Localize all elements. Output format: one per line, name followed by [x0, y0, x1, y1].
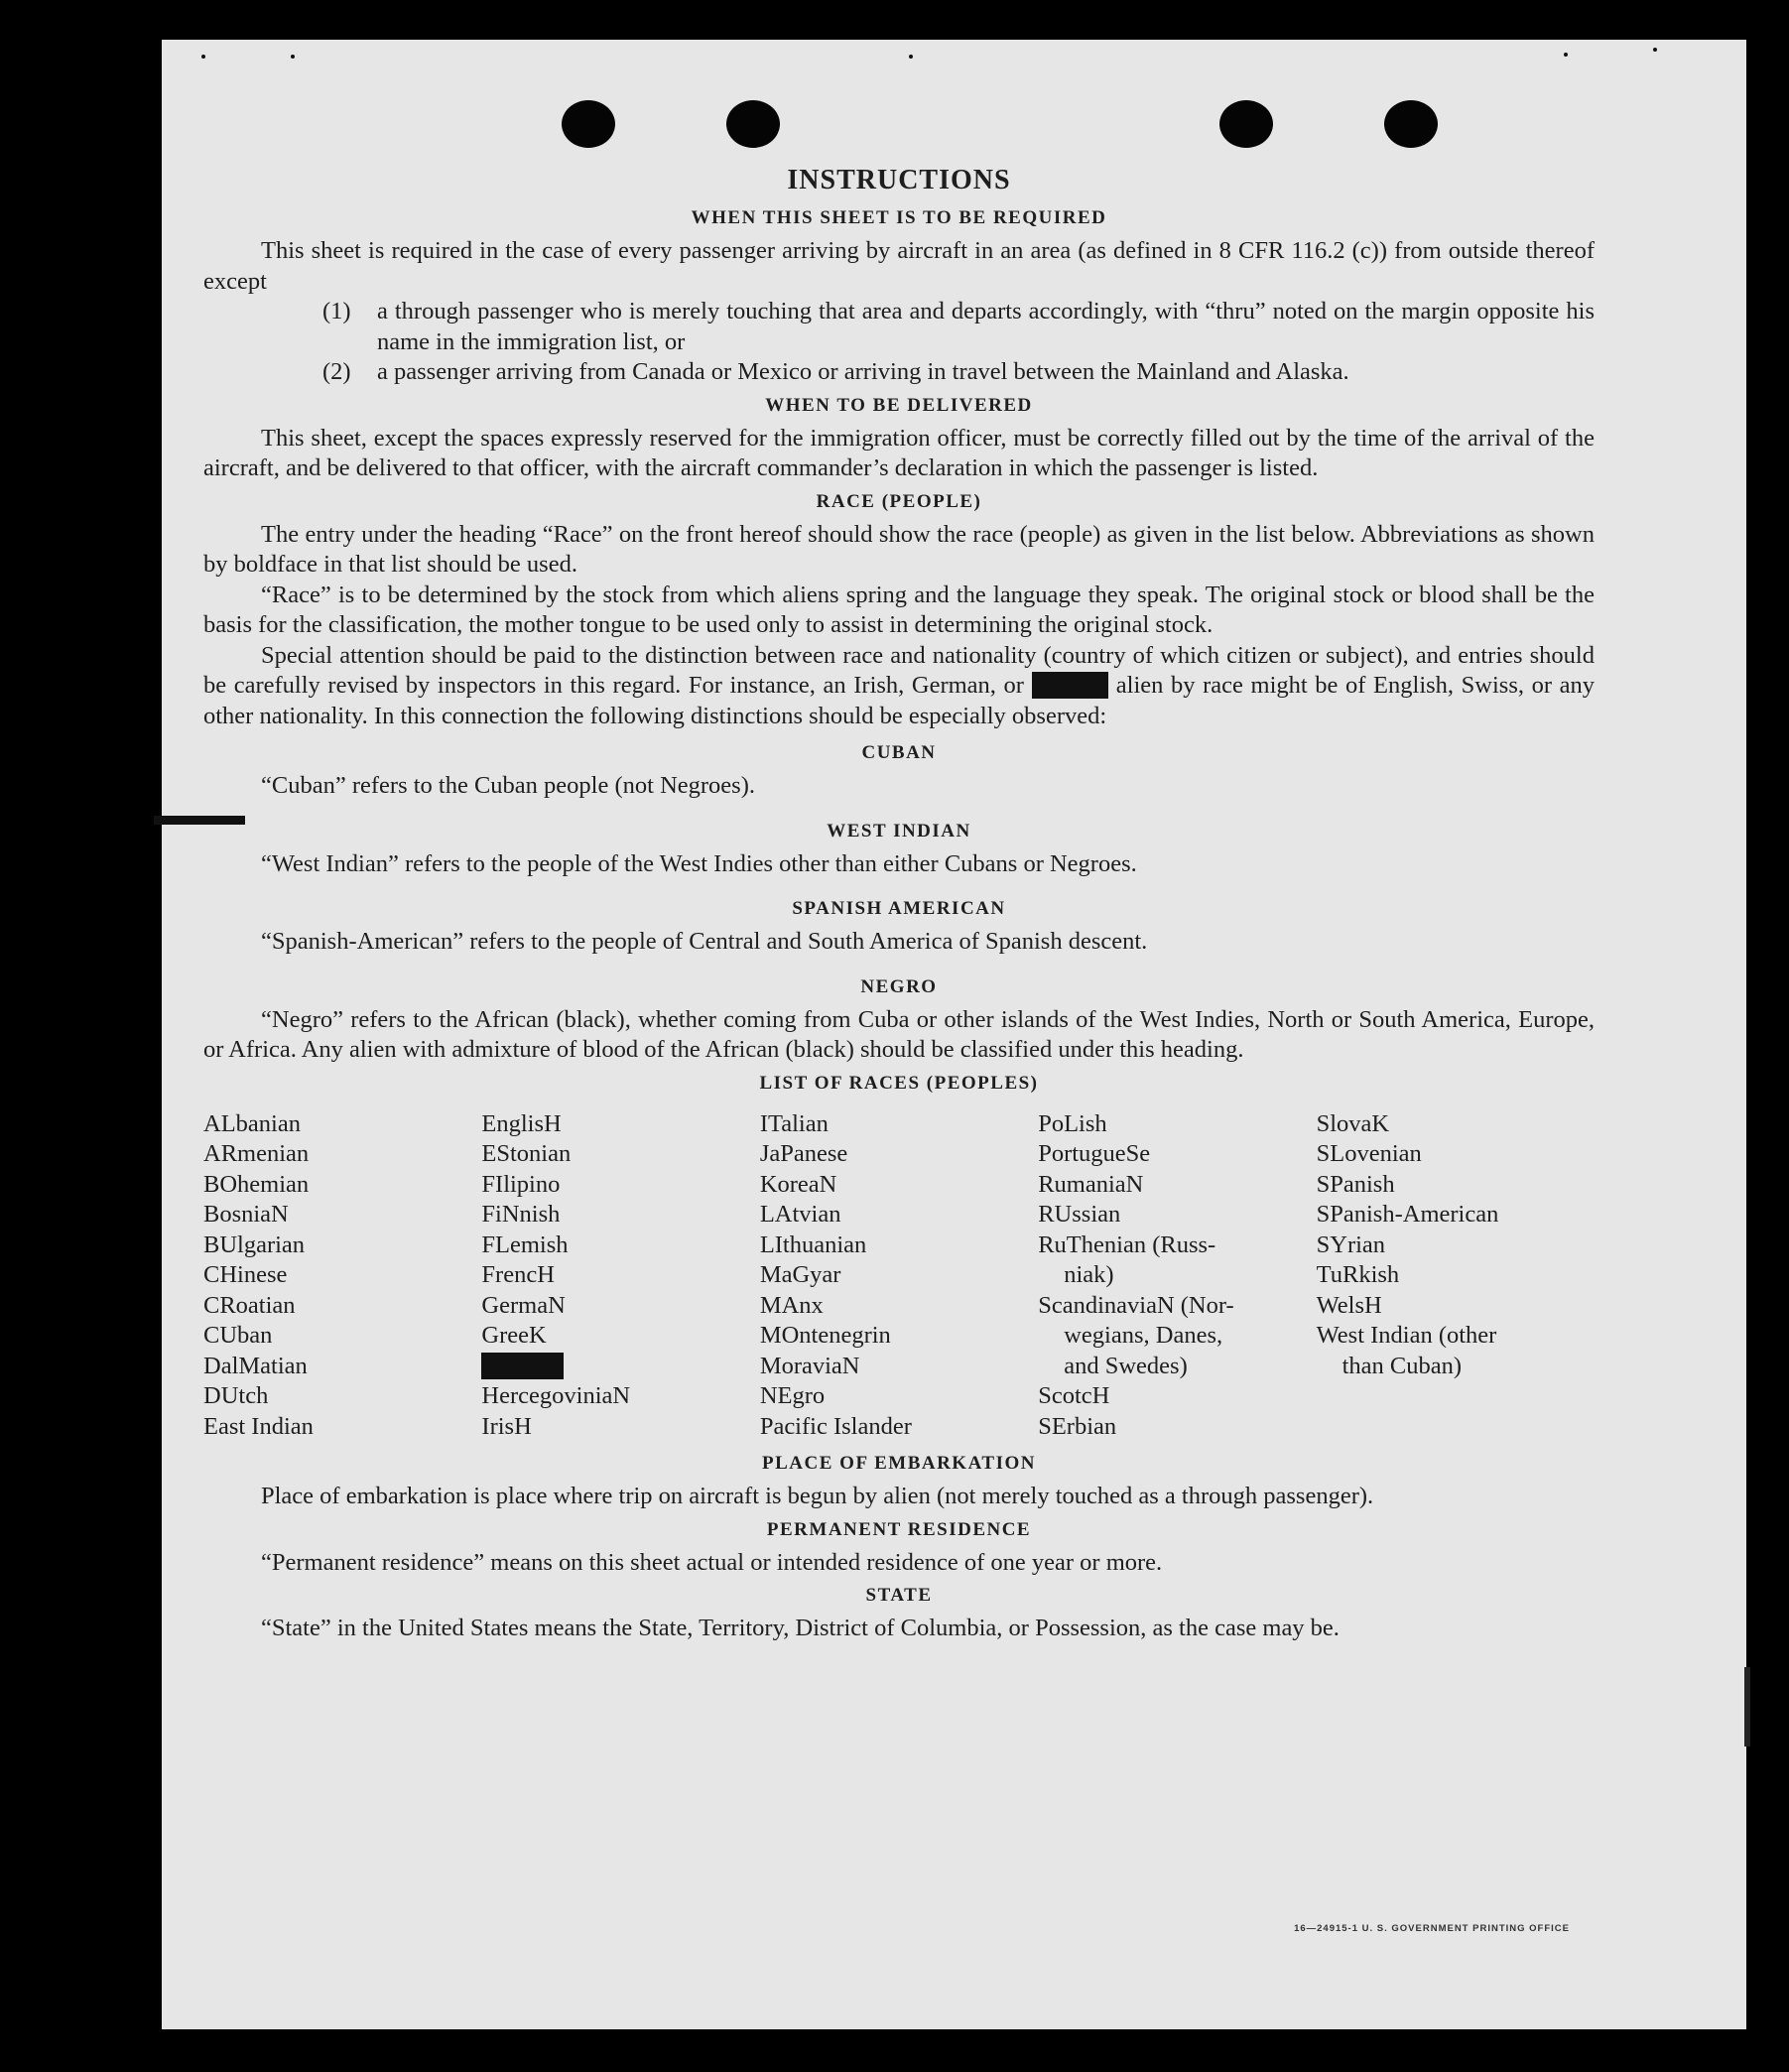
race-item: SYrian [1316, 1230, 1386, 1258]
speck [909, 55, 913, 59]
edge-shadow [1744, 1667, 1750, 1747]
race-item: DalMatian [203, 1352, 308, 1379]
race-item: TuRkish [1316, 1261, 1400, 1288]
race-item: WelsH [1316, 1291, 1382, 1319]
race-item: East Indian [203, 1412, 314, 1440]
permanent-residence-text: “Permanent residence” means on this sheet actual or intended residence of one year or more. [261, 1548, 1163, 1576]
race-item: HercegoviniaN [481, 1382, 631, 1409]
race-paragraph-2: “Race” is to be determined by the stock from which aliens spring and the language they speak. The original stock or blood shall be the basis for the classification, the mother tongue to be used only to assist in determining the original stock. [203, 581, 1595, 638]
cuban-text: “Cuban” refers to the Cuban people (not Negroes). [261, 772, 755, 799]
race-item: SPanish [1316, 1170, 1395, 1198]
race-item: ALbanian [203, 1109, 301, 1137]
punch-hole [726, 100, 780, 148]
race-item: ITalian [759, 1109, 829, 1137]
list-item [203, 357, 1595, 388]
section-heading-cuban: CUBAN [861, 742, 937, 763]
race-item: MOntenegrin [759, 1322, 891, 1349]
race-item: NEgro [759, 1382, 826, 1409]
list-item-text: a through passenger who is merely touching that area and departs accordingly, with “thru” noted on the margin opposite his name in the immigration list, or [377, 298, 1595, 355]
instructions-body [203, 163, 1595, 1644]
race-item-continuation: than Cuban) [1342, 1352, 1463, 1379]
race-paragraph-3-a: Special attention should be paid to the distinction between race and nationality (country of which citizen or subject), and entries should be carefully revised by inspectors in this regard. For instance, an Irish, German, or [203, 641, 1595, 699]
race-item: PoLish [1038, 1109, 1107, 1137]
west-indian-text: “West Indian” refers to the people of the West Indies other than either Cubans or Negroes. [261, 849, 1137, 877]
spanish-american-text: “Spanish-American” refers to the people of Central and South America of Spanish descent. [261, 928, 1148, 955]
race-item: EStonian [481, 1140, 572, 1167]
race-item: FLemish [481, 1230, 569, 1258]
section-heading-list-of-races: LIST OF RACES (PEOPLES) [759, 1072, 1039, 1094]
speck [1653, 48, 1657, 52]
punch-hole [1219, 100, 1273, 148]
race-item-struck [481, 1352, 759, 1382]
race-item: FIlipino [481, 1170, 561, 1198]
list-item-number: (2) [322, 358, 351, 385]
races-column [1317, 1109, 1595, 1443]
race-item: DUtch [203, 1382, 269, 1409]
list-item-text: a passenger arriving from Canada or Mexico or arriving in travel between the Mainland and Alaska. [377, 358, 1349, 385]
speck [291, 55, 295, 59]
printer-imprint: 16—24915-1 U. S. GOVERNMENT PRINTING OFFICE [1294, 1923, 1570, 1934]
punch-hole [1384, 100, 1438, 148]
race-item: SErbian [1038, 1412, 1117, 1440]
race-item: ARmenian [203, 1140, 310, 1167]
race-item-continuation: wegians, Danes, [1064, 1322, 1223, 1349]
list-item [203, 297, 1595, 357]
section-heading-permanent-residence: PERMANENT RESIDENCE [766, 1518, 1032, 1540]
race-item: FrencH [481, 1261, 555, 1288]
race-item: GreeK [481, 1322, 547, 1349]
race-item: ScotcH [1038, 1382, 1110, 1409]
list-item-number: (1) [322, 298, 351, 324]
struck-word [481, 1353, 564, 1379]
race-item: SlovaK [1316, 1109, 1390, 1137]
speck [1564, 53, 1568, 57]
race-item: KoreaN [759, 1170, 837, 1198]
race-item: EnglisH [481, 1109, 562, 1137]
race-item: CUban [203, 1322, 273, 1349]
race-item: GermaN [481, 1291, 566, 1319]
race-item: RuThenian (Russ- [1038, 1230, 1216, 1258]
race-item: BosniaN [203, 1201, 289, 1228]
section-heading-when-delivered: WHEN TO BE DELIVERED [765, 394, 1033, 416]
race-paragraph-3-b: alien by race might be of English, Swiss, or any other nationality. In this connection the following distinctions should be especially observed: [203, 672, 1596, 729]
section-heading-state: STATE [865, 1585, 933, 1606]
negro-text: “Negro” refers to the African (black), whether coming from Cuba or other islands of the West Indies, North or South America, Europe, or Africa. Any alien with admixture of blood of the African (black) should be classified under this heading. [203, 1005, 1595, 1063]
race-item: SLovenian [1316, 1140, 1422, 1167]
section-heading-west-indian: WEST INDIAN [827, 820, 971, 842]
state-text: “State” in the United States means the State, Territory, District of Columbia, or Possession, as the case may be. [261, 1615, 1340, 1641]
races-column [203, 1109, 481, 1443]
section-heading-embarkation: PLACE OF EMBARKATION [762, 1453, 1036, 1474]
race-item: MAnx [759, 1291, 824, 1319]
races-column [1038, 1109, 1316, 1443]
race-item: CRoatian [203, 1291, 296, 1319]
when-delivered-text: This sheet, except the spaces expressly reserved for the immigration officer, must be correctly filled out by the time of the arrival of the aircraft, and be delivered to that officer, with the aircraft commander’s declaration in which the passenger is listed. [203, 424, 1595, 481]
race-item: ScandinaviaN (Nor- [1038, 1291, 1234, 1319]
document-sheet [162, 40, 1746, 2029]
race-item: SPanish-American [1316, 1201, 1499, 1228]
race-item: West Indian (other [1316, 1322, 1497, 1349]
punch-hole [562, 100, 615, 148]
embarkation-text: Place of embarkation is place where trip on aircraft is begun by alien (not merely touched as a through passenger). [261, 1483, 1374, 1509]
race-item-continuation: and Swedes) [1064, 1352, 1188, 1379]
section-heading-spanish-american: SPANISH AMERICAN [792, 898, 1006, 919]
race-item-continuation: niak) [1064, 1261, 1114, 1288]
race-item: CHinese [203, 1261, 288, 1288]
race-item: MoraviaN [759, 1352, 860, 1379]
section-heading-when-required: WHEN THIS SHEET IS TO BE REQUIRED [691, 207, 1107, 228]
race-item: IrisH [481, 1412, 532, 1440]
race-item: Pacific Islander [759, 1412, 912, 1440]
page-title: INSTRUCTIONS [787, 165, 1011, 195]
race-item: RumaniaN [1038, 1170, 1144, 1198]
race-item: LAtvian [759, 1201, 841, 1228]
speck [201, 55, 205, 59]
race-item: FiNnish [481, 1201, 561, 1228]
race-item: MaGyar [759, 1261, 841, 1288]
race-paragraph-3 [203, 641, 1595, 732]
section-heading-race: RACE (PEOPLE) [816, 490, 982, 512]
struck-word [1032, 672, 1109, 699]
race-item: RUssian [1038, 1201, 1121, 1228]
race-item: BOhemian [203, 1170, 310, 1198]
race-item: JaPanese [759, 1140, 848, 1167]
race-item: BUlgarian [203, 1230, 306, 1258]
race-item: LIthuanian [759, 1230, 867, 1258]
race-item: PortugueSe [1038, 1140, 1151, 1167]
races-column [481, 1109, 759, 1443]
race-paragraph-1: The entry under the heading “Race” on the front hereof should show the race (people) as given in the list below. Abbreviations as shown by boldface in that list should be used. [203, 520, 1595, 578]
section-heading-negro: NEGRO [860, 975, 938, 997]
races-column [760, 1109, 1038, 1443]
races-list [203, 1109, 1595, 1443]
when-required-text: This sheet is required in the case of every passenger arriving by aircraft in an area (as defined in 8 CFR 116.2 (c)) from outside thereof except [203, 237, 1595, 295]
